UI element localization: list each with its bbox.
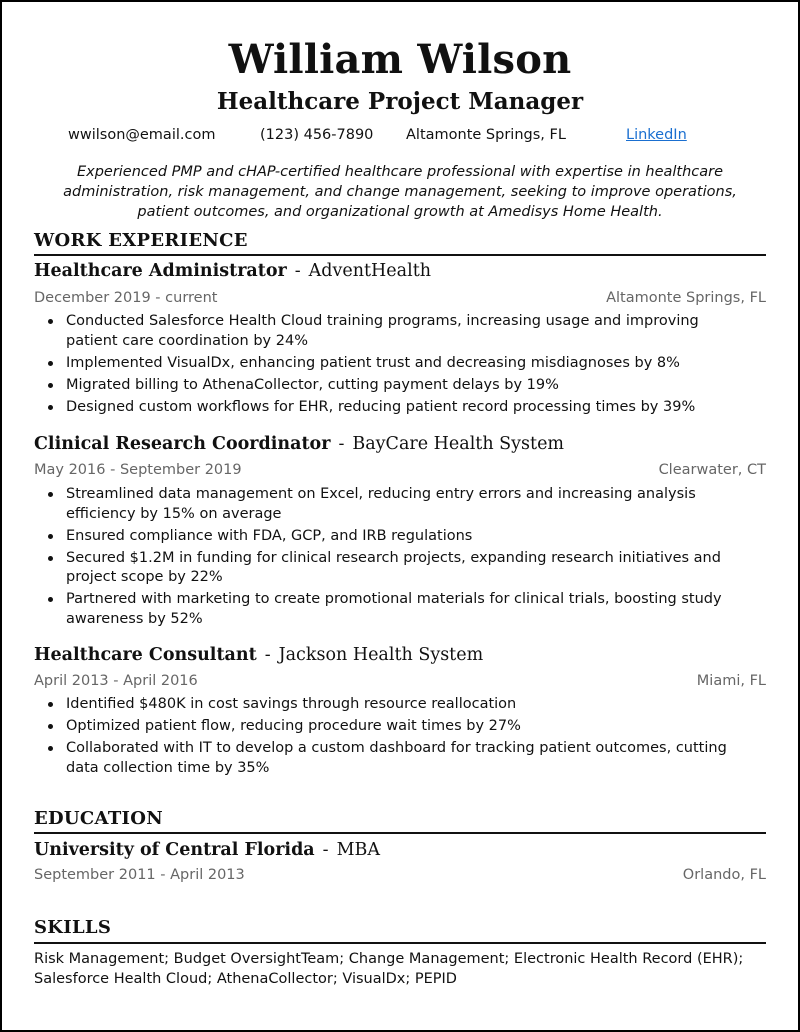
bullet-icon [48, 746, 53, 751]
bullet-icon [48, 702, 53, 707]
bullet-icon [48, 556, 53, 561]
bullet-icon [48, 405, 53, 410]
job-dates: December 2019 - current [34, 290, 218, 306]
bullet-icon [48, 724, 53, 729]
job-dates: April 2013 - April 2016 [34, 673, 198, 689]
bullet-icon [48, 492, 53, 497]
education-location: Orlando, FL [682, 867, 766, 883]
education-dates: September 2011 - April 2013 [34, 867, 245, 883]
list-item [34, 549, 734, 588]
contact-location: Altamonte Springs, FL [406, 127, 566, 143]
job-bullets [34, 312, 734, 420]
job-separator: - [338, 434, 345, 454]
job-dates: May 2016 - September 2019 [34, 462, 242, 478]
education-school: University of Central Florida [34, 840, 315, 860]
list-item [34, 354, 734, 374]
section-divider-education [34, 832, 766, 834]
skills-list: Risk Management; Budget OversightTeam; Change Management; Electronic Health Record (EHR); Salesforce Health Cloud; AthenaCollector; VisualDx; PEPID [34, 951, 744, 987]
section-divider-work [34, 254, 766, 256]
contact-email[interactable]: wwilson@email.com [68, 127, 216, 143]
contact-phone: (123) 456-7890 [260, 127, 374, 143]
bullet-text: Identified $480K in cost savings through resource reallocation [66, 696, 517, 712]
job-location: Altamonte Springs, FL [606, 290, 766, 306]
list-item [34, 398, 734, 418]
summary: Experienced PMP and cHAP-certified healthcare professional with expertise in healthcare administration, risk management, and change management, seeking to improve operations, patient outcomes, and organizational growth at Amedisys Home Health. [63, 164, 737, 220]
candidate-name: William Wilson [228, 36, 572, 83]
list-item [34, 376, 734, 396]
job-title: Clinical Research Coordinator [34, 434, 331, 454]
bullet-icon [48, 383, 53, 388]
candidate-role: Healthcare Project Manager [216, 88, 584, 115]
bullet-text: Implemented VisualDx, enhancing patient trust and decreasing misdiagnoses by 8% [66, 354, 680, 371]
section-title-work: WORK EXPERIENCE [34, 230, 248, 251]
bullet-text: Ensured compliance with FDA, GCP, and IRB regulations [66, 527, 473, 544]
job-title: Healthcare Administrator [34, 261, 287, 281]
job-heading [34, 645, 483, 665]
list-item [34, 739, 734, 778]
linkedin-link[interactable]: LinkedIn [626, 127, 687, 143]
job-company: BayCare Health System [352, 434, 565, 454]
job-company: Jackson Health System [278, 645, 484, 665]
job-bullets [34, 695, 734, 781]
bullet-text: Secured $1.2M in funding for clinical research projects, expanding research initiatives and project scope by 22% [66, 549, 721, 585]
bullet-icon [48, 534, 53, 539]
education-separator: - [322, 840, 329, 860]
list-item [34, 312, 734, 351]
bullet-text: Designed custom workflows for EHR, reducing patient record processing times by 39% [66, 398, 696, 415]
bullet-icon [48, 319, 53, 324]
job-separator: - [264, 645, 271, 665]
bullet-icon [48, 597, 53, 602]
education-heading [34, 840, 380, 860]
job-location: Clearwater, CT [658, 462, 766, 478]
bullet-icon [48, 361, 53, 366]
section-title-skills: SKILLS [34, 917, 112, 938]
list-item [34, 590, 734, 629]
section-title-education: EDUCATION [34, 808, 163, 829]
list-item [34, 527, 734, 547]
job-location: Miami, FL [696, 673, 766, 689]
education-degree: MBA [336, 840, 380, 860]
list-item [34, 485, 734, 524]
bullet-text: Conducted Salesforce Health Cloud training programs, increasing usage and improving patient care coordination by 24% [66, 313, 699, 349]
job-heading [34, 434, 564, 454]
bullet-text: Collaborated with IT to develop a custom dashboard for tracking patient outcomes, cutting data collection time by 35% [66, 740, 727, 776]
job-separator: - [294, 261, 301, 281]
list-item [34, 695, 734, 715]
job-heading [34, 261, 431, 281]
bullet-text: Optimized patient flow, reducing procedure wait times by 27% [66, 718, 521, 734]
bullet-text: Streamlined data management on Excel, reducing entry errors and increasing analysis efficiency by 15% on average [66, 486, 696, 522]
bullet-text: Partnered with marketing to create promotional materials for clinical trials, boosting study awareness by 52% [66, 591, 722, 627]
section-divider-skills [34, 942, 766, 944]
bullet-text: Migrated billing to AthenaCollector, cutting payment delays by 19% [66, 376, 559, 393]
list-item [34, 717, 734, 737]
job-bullets [34, 485, 734, 632]
job-company: AdventHealth [308, 261, 431, 281]
job-title: Healthcare Consultant [34, 645, 257, 665]
